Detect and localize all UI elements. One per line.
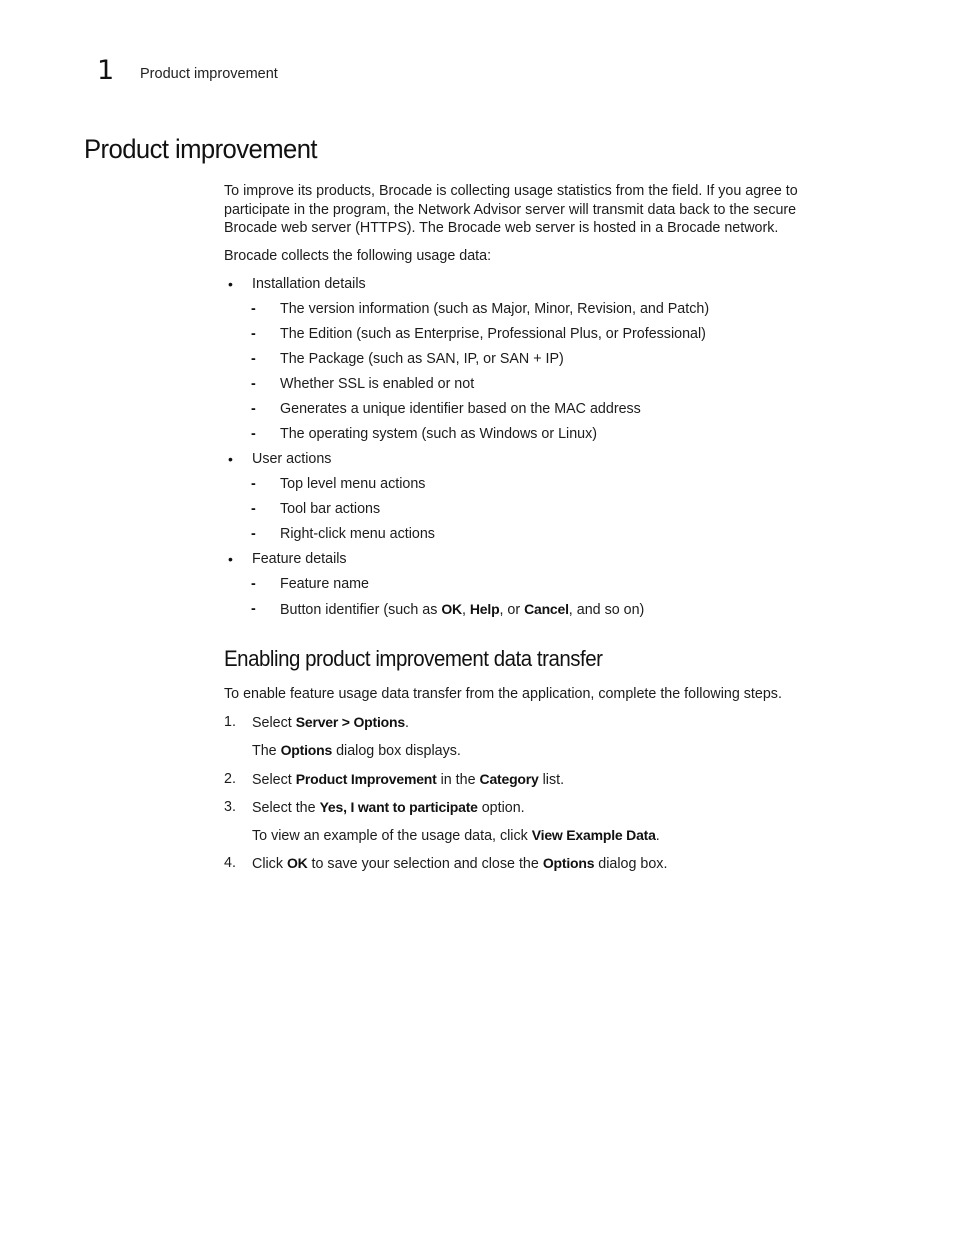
dash-marker: - bbox=[251, 401, 256, 417]
ui-term-help: Help bbox=[469, 601, 500, 617]
step-3-result bbox=[252, 826, 660, 845]
step-number: 2. bbox=[224, 771, 236, 787]
step-number: 1. bbox=[224, 714, 236, 730]
sub-item-button-identifier bbox=[280, 600, 644, 619]
dash-marker: - bbox=[251, 576, 256, 592]
sub-item: Right-click menu actions bbox=[280, 526, 435, 542]
text-run: list. bbox=[538, 772, 565, 788]
text-run: to save your selection and close the bbox=[307, 856, 543, 872]
bullet-item-user-actions: User actions bbox=[252, 451, 332, 467]
step-number: 3. bbox=[224, 799, 236, 815]
dash-marker: - bbox=[251, 301, 256, 317]
running-head: Product improvement bbox=[140, 66, 278, 82]
dash-marker: - bbox=[251, 501, 256, 517]
dash-marker: - bbox=[251, 526, 256, 542]
step-4 bbox=[252, 854, 667, 873]
text-run: , bbox=[461, 602, 470, 618]
text-run: , or bbox=[499, 602, 525, 618]
step-2 bbox=[252, 770, 564, 789]
text-run: The bbox=[252, 743, 281, 759]
sub-item: Generates a unique identifier based on the MAC address bbox=[280, 401, 641, 417]
page-header bbox=[0, 0, 954, 100]
bullet-marker: • bbox=[228, 551, 233, 567]
dash-marker: - bbox=[251, 351, 256, 367]
bullet-marker: • bbox=[228, 276, 233, 292]
dash-marker: - bbox=[251, 601, 256, 617]
ui-term-cancel: Cancel bbox=[524, 601, 569, 617]
sub-item: The Package (such as SAN, IP, or SAN + IP) bbox=[280, 351, 564, 367]
step-1 bbox=[252, 713, 409, 732]
text-run: Select the bbox=[252, 800, 320, 816]
subsection-intro: To enable feature usage data transfer from the application, complete the following steps. bbox=[224, 686, 782, 702]
sub-item: Feature name bbox=[280, 576, 370, 592]
ui-term-ok: OK bbox=[441, 601, 462, 617]
ui-term-category: Category bbox=[479, 771, 539, 787]
ui-term-server-options: Server > Options bbox=[295, 714, 405, 730]
dash-marker: - bbox=[251, 326, 256, 342]
text-run: . bbox=[655, 828, 660, 844]
text-run: Select bbox=[252, 772, 296, 788]
intro-line-1: To improve its products, Brocade is collecting usage statistics from the field. If you agree to bbox=[224, 183, 798, 199]
step-1-result bbox=[252, 741, 461, 760]
step-3 bbox=[252, 798, 525, 817]
text-run: Click bbox=[252, 856, 287, 872]
text-run: dialog box. bbox=[594, 856, 668, 872]
dash-marker: - bbox=[251, 376, 256, 392]
text-run: Button identifier (such as bbox=[280, 602, 442, 618]
intro-line-3: Brocade web server (HTTPS). The Brocade web server is hosted in a Brocade network. bbox=[224, 220, 779, 236]
text-run: , and so on) bbox=[568, 602, 645, 618]
bullet-marker: • bbox=[228, 451, 233, 467]
ui-term-view-example-data: View Example Data bbox=[531, 827, 656, 843]
bullet-item-installation-details: Installation details bbox=[252, 276, 366, 292]
collects-lead: Brocade collects the following usage data: bbox=[224, 248, 492, 264]
section-title: Product improvement bbox=[84, 134, 317, 164]
text-run: Select bbox=[252, 715, 296, 731]
ui-term-options: Options bbox=[280, 742, 333, 758]
step-number: 4. bbox=[224, 855, 236, 871]
ui-term-yes-participate: Yes, I want to participate bbox=[319, 799, 478, 815]
bullet-item-feature-details: Feature details bbox=[252, 551, 347, 567]
text-run: in the bbox=[436, 772, 480, 788]
sub-item: Top level menu actions bbox=[280, 476, 426, 492]
dash-marker: - bbox=[251, 476, 256, 492]
sub-item: Tool bar actions bbox=[280, 501, 381, 517]
ui-term-options: Options bbox=[542, 855, 595, 871]
text-run: To view an example of the usage data, click bbox=[252, 828, 532, 844]
text-run: dialog box displays. bbox=[332, 743, 461, 759]
subsection-title: Enabling product improvement data transfer bbox=[224, 646, 603, 671]
sub-item: The Edition (such as Enterprise, Professional Plus, or Professional) bbox=[280, 326, 706, 342]
text-run: option. bbox=[477, 800, 525, 816]
sub-item: Whether SSL is enabled or not bbox=[280, 376, 475, 392]
ui-term-ok: OK bbox=[286, 855, 308, 871]
dash-marker: - bbox=[251, 426, 256, 442]
sub-item: The operating system (such as Windows or Linux) bbox=[280, 426, 598, 442]
ui-term-product-improvement: Product Improvement bbox=[295, 771, 437, 787]
text-run: . bbox=[404, 715, 409, 731]
intro-line-2: participate in the program, the Network Advisor server will transmit data back to the secure bbox=[224, 202, 797, 218]
sub-item: The version information (such as Major, Minor, Revision, and Patch) bbox=[280, 301, 710, 317]
chapter-number: 1 bbox=[97, 55, 115, 86]
